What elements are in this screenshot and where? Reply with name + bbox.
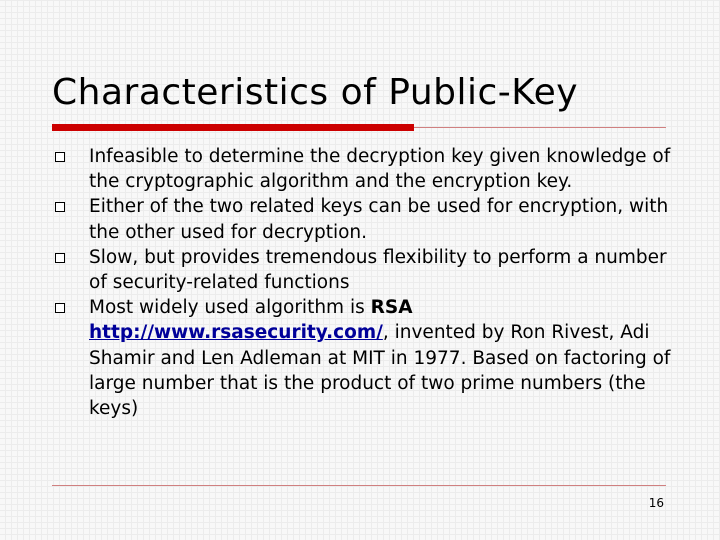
bullet-item bbox=[50, 144, 680, 194]
slide-title: Characteristics of Public-Key bbox=[52, 72, 579, 113]
square-bullet-icon bbox=[55, 152, 65, 162]
rsa-emphasis: RSA bbox=[370, 297, 413, 319]
bullet-item bbox=[50, 194, 680, 244]
bullet-text-suffix: , invented by Ron Rivest, Adi Shamir and Len Adleman at MIT in 1977. Based on factoring of large number that is the product of two prime numbers (the keys) bbox=[89, 322, 671, 420]
square-bullet-icon bbox=[55, 253, 65, 263]
bullet-text: Slow, but provides tremendous flexibility to perform a number of security-related functions bbox=[89, 246, 667, 294]
bullet-list bbox=[50, 144, 680, 421]
square-bullet-icon bbox=[55, 303, 65, 313]
title-divider-line bbox=[414, 127, 666, 128]
bullet-item bbox=[50, 295, 680, 421]
title-accent-bar bbox=[52, 124, 414, 131]
bullet-text: Either of the two related keys can be used for encryption, with the other used for decryption. bbox=[89, 196, 669, 243]
bullet-text-prefix: Most widely used algorithm is bbox=[89, 297, 371, 319]
footer-divider-line bbox=[52, 485, 666, 486]
square-bullet-icon bbox=[55, 202, 65, 212]
rsa-security-link[interactable]: http://www.rsasecurity.com/ bbox=[89, 322, 383, 344]
bullet-text: Infeasible to determine the decryption key given knowledge of the cryptographic algorithm and the encryption key. bbox=[89, 146, 671, 193]
page-number: 16 bbox=[648, 496, 664, 510]
bullet-item bbox=[50, 245, 680, 295]
